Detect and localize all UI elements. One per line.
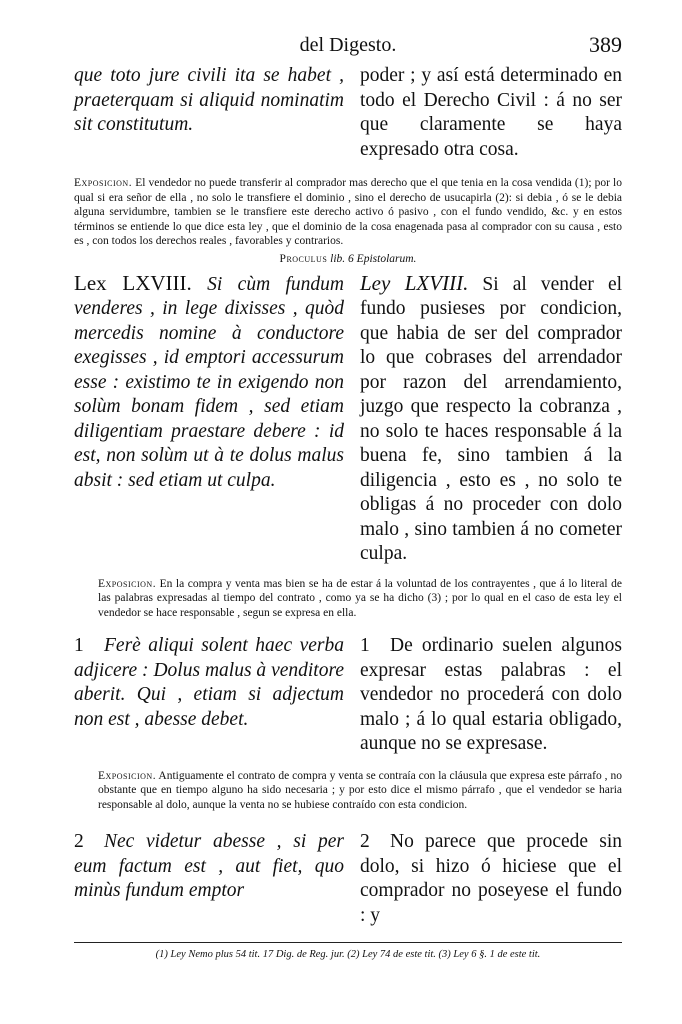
footnote-rule <box>74 942 622 943</box>
latin-body: Ferè aliqui solent haec verba adjicere : Dolus malus à venditore aberit. Qui , etiam si adjectum non est , abesse debet. <box>74 635 344 730</box>
spanish-text <box>360 271 622 567</box>
parallel-text-block <box>74 830 622 928</box>
parallel-text-block <box>74 271 622 567</box>
latin-body: Si cùm fundum venderes , in lege dixisses , quòd mercedis nomine à conductore exegisses , id emptori accessurum esse : existimo te in exigendo non solùm bonam fidem , sed etiam diligentiam praestare debere : id est, non solùm ut à te dolus malus absit : sed etiam ut culpa. <box>74 273 345 491</box>
exposicion-text: En la compra y venta mas bien se ha de estar á la voluntad de los contrayentes , que á lo literal de las palabras expresadas al tiempo del contrato , como ya se ha dicho (3) ; por lo qual en el caso de esta ley el vendedor se hace responsable , segun se expresa en ella. <box>98 577 622 619</box>
paragraph-number: 1 <box>360 635 370 656</box>
citation-author: Proculus <box>279 252 328 265</box>
latin-text <box>74 271 344 567</box>
citation-work: lib. 6 Epistolarum. <box>330 252 417 265</box>
parallel-text-block <box>74 64 622 162</box>
paragraph-number: 2 <box>360 831 370 852</box>
spanish-text <box>360 830 622 928</box>
parallel-text-block <box>74 634 622 757</box>
exposicion-text: El vendedor no puede transferir al comprador mas derecho que el que tenia en la cosa vendida (1); por lo qual si era señor de ella , no solo le transfiere el dominio , sino el derecho de usucapirla (2): si debia , ó se le debia alguna servidumbre, tambien se le transfiere este derecho activo ó pasivo , con el fundo vendido, &c. y en estos términos se entiende lo que dice esta ley , que el dominio de la cosa enagenada pasa al comprador con su causa , esto es , con todos los derechos reales , favorables y contrarios. <box>74 177 622 247</box>
exposicion-paragraph <box>74 577 622 621</box>
exposicion-label: Exposicion. <box>74 177 133 189</box>
page-number: 389 <box>589 32 622 57</box>
lex-heading: Lex LXVIII. <box>74 270 192 295</box>
page-header <box>74 30 622 64</box>
exposicion-text: Antiguamente el contrato de compra y venta se contraía con la cláusula que expresa este párrafo , no obstante que en tiempo alguno ha sido necesaria ; y por esto dice el mismo párrafo , que el vendedor se haria responsable al dolo, aunque la venta no se hubiese contraído con esta condicion. <box>98 769 623 811</box>
ley-heading: Ley LXVIII. <box>360 270 469 295</box>
spanish-body: Si al vender el fundo pusieses por condicion, que habia de ser del comprador lo que cobrases del arrendador por razon del arrendamiento, juzgo que respecto la cobranza , no solo te haces responsable á la buena fe, sino tambien á la diligencia , esto es , no solo te obligas á no proceder con dolo malo , sino tambien á no cometer culpa. <box>360 273 623 564</box>
spanish-body: De ordinario suelen algunos expresar estas palabras : el vendedor no procederá con dolo malo ; á lo qual estaria obligado, aunque no se expresase. <box>360 635 622 754</box>
paragraph-number: 1 <box>74 635 84 656</box>
exposicion-paragraph <box>74 769 622 813</box>
latin-text <box>74 634 344 757</box>
paragraph-number: 2 <box>74 831 84 852</box>
footnotes: (1) Ley Nemo plus 54 tit. 17 Dig. de Reg. jur. (2) Ley 74 de este tit. (3) Ley 6 §. 1 de este tit. <box>155 949 541 960</box>
source-citation <box>74 253 622 265</box>
latin-text: que toto jure civili ita se habet , praeterquam si aliquid nominatim sit constitutum. <box>74 65 344 135</box>
exposicion-label: Exposicion. <box>98 577 157 590</box>
spanish-text <box>360 634 622 757</box>
book-page <box>74 30 622 960</box>
spanish-body: No parece que procede sin dolo, si hizo ó hiciese que el comprador no poseyese el fundo : y <box>360 831 622 926</box>
latin-text <box>74 830 344 928</box>
latin-body: Nec videtur abesse , si per eum factum est , aut fiet, quo minùs fundum emptor <box>74 831 344 901</box>
exposicion-paragraph <box>74 176 622 249</box>
running-title: del Digesto. <box>299 34 397 56</box>
spanish-text: poder ; y así está determinado en todo el Derecho Civil : á no ser que claramente se haya expresado otra cosa. <box>360 65 622 160</box>
exposicion-label: Exposicion. <box>98 769 157 782</box>
